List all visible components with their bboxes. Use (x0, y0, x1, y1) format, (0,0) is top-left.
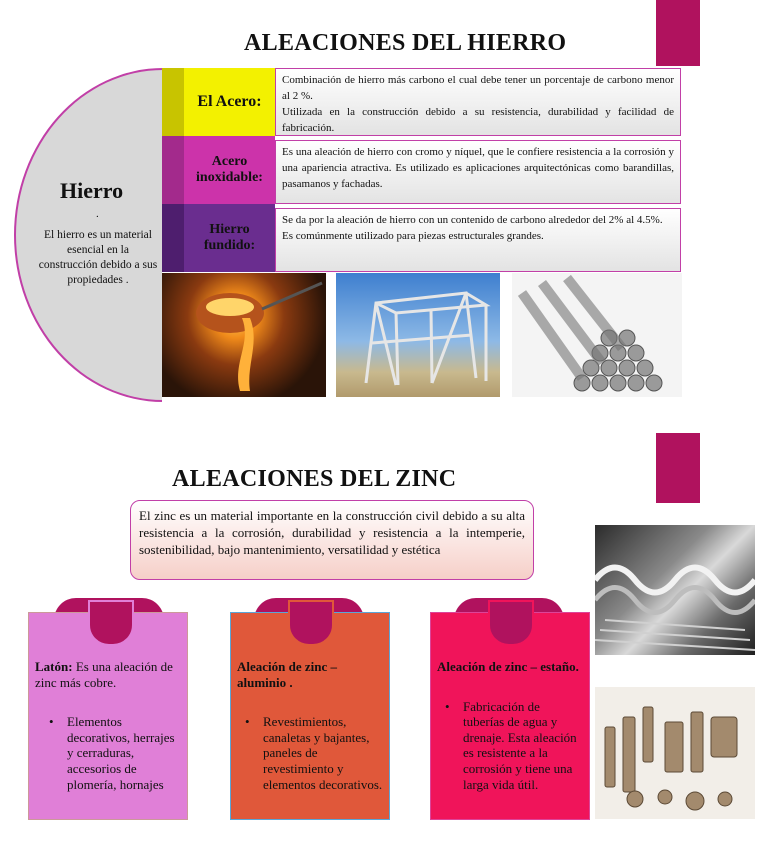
brass-hardware-graphic (595, 687, 755, 819)
laton-notch (88, 600, 134, 646)
laton-bullet-list (35, 714, 181, 792)
fundido-label-stripe (162, 204, 184, 272)
steel-bars-photo (512, 273, 682, 397)
zinc-section-title: ALEACIONES DEL ZINC (172, 466, 457, 492)
molten-iron-photo (162, 273, 326, 397)
fundido-desc-line2: Es comúnmente utilizado para piezas estructurales grandes. (282, 229, 544, 242)
fundido-label: Hierro fundido: (184, 204, 275, 272)
laton-bullet: • Elementos decorativos, herrajes y cerraduras, accesorios de plomería, hornajes (63, 714, 181, 792)
laton-title-rest: Es una aleación de zinc más cobre. (35, 659, 173, 690)
acero-desc-line2: Utilizada en la construcción debido a su resistencia, durabilidad y facilidad de fabricación. (282, 105, 674, 134)
steel-bars-graphic (512, 273, 682, 397)
corrugated-zinc-photo (595, 525, 755, 655)
acero-description (275, 68, 681, 136)
zinc-aluminio-title: Aleación de zinc – aluminio . (237, 659, 338, 690)
zinc-estano-bullet: • Fabricación de tuberías de agua y drenaje. Esta aleación es resistente a la corrosión y tiene una larga vida útil. (459, 699, 583, 793)
corrugated-zinc-graphic (595, 525, 755, 655)
zinc-estano-bullet-list (437, 699, 583, 793)
zinc-estano-title: Aleación de zinc – estaño. (437, 659, 579, 674)
zinc-estano-notch (488, 600, 534, 646)
acero-label-stripe (162, 68, 184, 136)
laton-title (35, 659, 181, 690)
steel-structure-graphic (336, 273, 500, 397)
inox-label: Acero inoxidable: (184, 136, 275, 204)
hierro-side-dot: . (96, 208, 99, 220)
inox-label-stripe (162, 136, 184, 204)
brass-hardware-photo (595, 687, 755, 819)
laton-title-bold: Latón: (35, 659, 73, 674)
acero-desc-line1: Combinación de hierro más carbono el cual debe tener un porcentaje de carbono menor al 2 %. (282, 74, 674, 102)
zinc-aluminio-notch (288, 600, 334, 646)
zinc-aluminio-bullet: • Revestimientos, canaletas y bajantes, paneles de revestimiento y elementos decorativos. (259, 714, 383, 792)
fundido-desc-line1: Se da por la aleación de hierro con un contenido de carbono alrededor del 2% al 4.5%. (282, 214, 663, 226)
molten-iron-graphic (162, 273, 326, 397)
steel-structure-photo (336, 273, 500, 397)
acero-label: El Acero: (184, 68, 275, 136)
corner-accent-bottom (656, 433, 700, 503)
inox-description (275, 140, 681, 204)
zinc-aluminio-bullet-list (237, 714, 383, 792)
inox-desc-line1: Es una aleación de hierro con cromo y níquel, que le confiere resistencia a la corrosión y una apariencia atractiva. Es utilizado es aplicaciones arquitectónicas como barandillas, pasamanos y fachadas. (282, 146, 674, 190)
iron-section-title: ALEACIONES DEL HIERRO (244, 30, 567, 56)
hierro-side-title: Hierro (60, 178, 124, 203)
corner-accent-top (656, 0, 700, 66)
zinc-intro-text: El zinc es un material importante en la construcción civil debido a su alta resistencia a la corrosión, durabilidad y resistencia a la intemperie, sostenibilidad, bajo mantenimiento, versatilidad y estética (139, 508, 525, 558)
fundido-description (275, 208, 681, 272)
zinc-intro-box (130, 500, 534, 580)
hierro-side-text: El hierro es un material esencial en la construcción debido a sus propiedades . (38, 229, 158, 286)
